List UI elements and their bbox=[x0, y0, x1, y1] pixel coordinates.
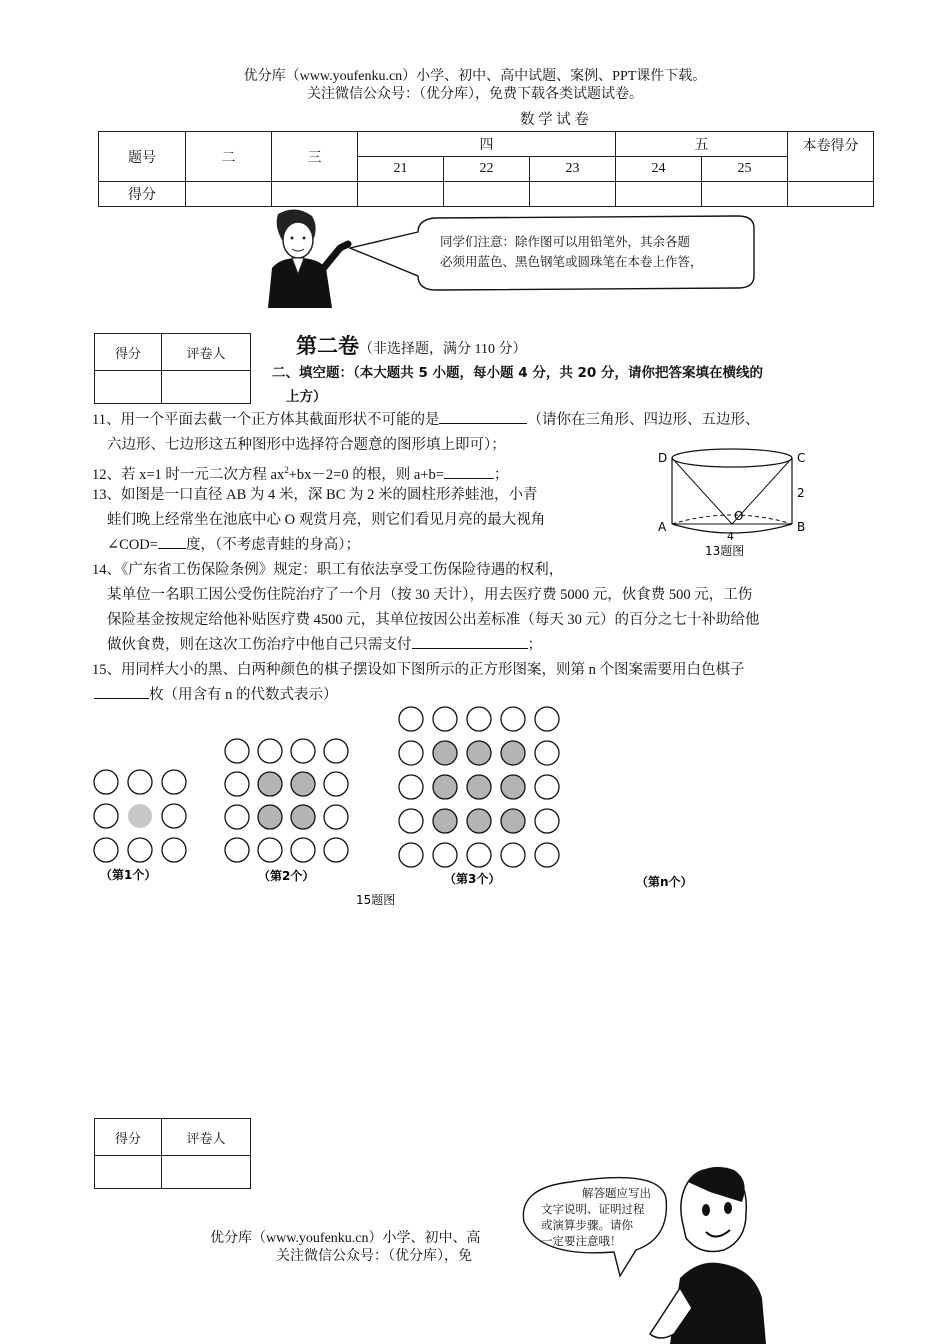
white-piece bbox=[128, 770, 152, 794]
white-piece bbox=[94, 804, 118, 828]
q13-answer-blank[interactable] bbox=[158, 548, 186, 549]
white-piece bbox=[399, 741, 423, 765]
white-piece bbox=[399, 775, 423, 799]
white-piece bbox=[225, 838, 249, 862]
q11-text-b: （请你在三角形、四边形、五边形、 bbox=[527, 412, 760, 428]
q14-text-d1: 做伙食费，则在这次工伤治疗中他自己只需支付 bbox=[107, 637, 412, 653]
white-piece bbox=[535, 741, 559, 765]
col-header-3: 三 bbox=[272, 132, 358, 182]
q13-line-3 bbox=[92, 533, 360, 558]
white-piece bbox=[399, 707, 423, 731]
q12-answer-blank[interactable] bbox=[444, 478, 494, 479]
white-piece bbox=[433, 707, 457, 731]
grader-name-cell[interactable] bbox=[162, 1156, 251, 1189]
pattern-3-label: （第3个） bbox=[444, 872, 501, 886]
white-piece bbox=[291, 838, 315, 862]
white-piece bbox=[467, 707, 491, 731]
white-piece bbox=[324, 838, 348, 862]
q14-answer-blank[interactable] bbox=[412, 648, 528, 649]
black-piece bbox=[291, 805, 315, 829]
q13-text-c2: 度，（不考虑青蛙的身高）； bbox=[185, 537, 360, 553]
white-piece bbox=[94, 838, 118, 862]
white-piece bbox=[128, 838, 152, 862]
pattern-2-label: （第2个） bbox=[258, 869, 315, 883]
white-piece bbox=[225, 739, 249, 763]
black-piece bbox=[258, 805, 282, 829]
col-header-5: 五 bbox=[616, 132, 788, 157]
question-14: 14、《广东省工伤保险条例》规定：职工有依法享受工伤保险待遇的权利， bbox=[92, 562, 564, 578]
score-cell[interactable] bbox=[788, 182, 874, 207]
pattern-1-label: （第1个） bbox=[100, 868, 157, 882]
notice-line-1: 同学们注意：除作图可以用铅笔外，其余各题 bbox=[440, 234, 691, 249]
score-row-label: 得分 bbox=[99, 182, 186, 207]
col-header-4: 四 bbox=[358, 132, 616, 157]
cylinder-top-ellipse bbox=[672, 449, 792, 467]
part2-subtitle: （非选择题，满分 110 分） bbox=[359, 342, 527, 357]
q11-text-a: 11、用一个平面去截一个正方体其截面形状不可能的是 bbox=[92, 412, 440, 428]
white-piece bbox=[399, 809, 423, 833]
white-piece bbox=[324, 739, 348, 763]
q11-answer-blank[interactable] bbox=[439, 423, 527, 424]
q14-line-2: 某单位一名职工因公受伤住院治疗了一个月（按 30 天计），用去医疗费 5000 元，伙食费 500 元，工伤 bbox=[107, 587, 753, 603]
grader-box bbox=[94, 333, 251, 404]
score-cell[interactable] bbox=[702, 182, 788, 207]
pattern-1 bbox=[94, 770, 186, 862]
white-piece bbox=[535, 775, 559, 799]
header-line-1: 优分库（www.youfenku.cn）小学、初中、高中试题、案例、PPT课件下载。 bbox=[243, 69, 707, 84]
white-piece bbox=[162, 804, 186, 828]
answer-note-line-2: 文字说明、证明过程 bbox=[541, 1202, 645, 1216]
q12-text-a: 12、若 x=1 时一元二次方程 ax bbox=[92, 466, 285, 483]
total-score-header: 本卷得分 bbox=[788, 132, 874, 182]
q12-text-b: +bx－2=0 的根，则 a+b= bbox=[288, 466, 444, 483]
pattern-2 bbox=[225, 739, 348, 862]
white-piece bbox=[162, 770, 186, 794]
figure-13-cylinder bbox=[655, 444, 815, 556]
black-piece bbox=[467, 775, 491, 799]
q11-continuation: 六边形、七边形这五种图形中选择符合题意的图形填上即可）； bbox=[107, 437, 506, 453]
q12-exponent: 2 bbox=[284, 465, 289, 475]
footer-line-2: 关注微信公众号：（优分库），免 bbox=[276, 1249, 472, 1264]
q15-answer-blank[interactable] bbox=[94, 698, 149, 699]
cylinder-bottom-back bbox=[672, 515, 792, 524]
q14-line-3: 保险基金按规定给他补贴医疗费 4500 元，其单位按因公出差标准（每天 30 元）的百分之七十补助给他 bbox=[107, 612, 760, 628]
grader-name-cell[interactable] bbox=[162, 371, 251, 404]
label-height: 2 bbox=[797, 486, 805, 500]
question-13: 13、如图是一口直径 AB 为 4 米，深 BC 为 2 米的圆柱形养蛙池，小青 bbox=[92, 487, 538, 503]
grader-box-2 bbox=[94, 1118, 251, 1189]
col-header-2: 二 bbox=[186, 132, 272, 182]
black-piece bbox=[433, 775, 457, 799]
black-piece bbox=[433, 741, 457, 765]
score-cell[interactable] bbox=[272, 182, 358, 207]
score-cell[interactable] bbox=[530, 182, 616, 207]
part2-title: 第二卷 bbox=[296, 334, 359, 358]
score-cell[interactable] bbox=[186, 182, 272, 207]
pattern-3 bbox=[399, 707, 559, 867]
white-piece bbox=[535, 809, 559, 833]
section-title-1: 二、填空题：（本大题共 5 小题，每小题 4 分，共 20 分，请你把答案填在横线的 bbox=[272, 365, 764, 381]
black-piece bbox=[433, 809, 457, 833]
black-piece bbox=[258, 772, 282, 796]
black-piece bbox=[467, 741, 491, 765]
white-piece bbox=[94, 770, 118, 794]
white-piece bbox=[535, 843, 559, 867]
white-piece bbox=[225, 772, 249, 796]
notice-line-2: 必须用蓝色、黑色钢笔或圆珠笔在本卷上作答， bbox=[440, 254, 703, 269]
white-piece bbox=[258, 838, 282, 862]
black-piece bbox=[128, 804, 152, 828]
label-O: O bbox=[734, 509, 744, 523]
answer-note-line-1: 解答题应写出 bbox=[582, 1186, 651, 1200]
q14-text-d2: ； bbox=[527, 637, 542, 653]
grader-score-label: 得分 bbox=[95, 1119, 162, 1156]
footer-line-1: 优分库（www.youfenku.cn）小学、初中、高 bbox=[210, 1231, 481, 1246]
figure-15-caption: 15题图 bbox=[356, 893, 396, 907]
grader-name-label: 评卷人 bbox=[162, 1119, 251, 1156]
black-piece bbox=[501, 809, 525, 833]
white-piece bbox=[324, 805, 348, 829]
sub-col-23: 23 bbox=[530, 157, 616, 182]
line-od bbox=[672, 458, 732, 524]
grader-name-label: 评卷人 bbox=[162, 334, 251, 371]
sub-col-25: 25 bbox=[702, 157, 788, 182]
label-diameter: 4 bbox=[727, 530, 734, 543]
grader-score-cell[interactable] bbox=[95, 371, 162, 404]
white-piece bbox=[324, 772, 348, 796]
white-piece bbox=[225, 805, 249, 829]
white-piece bbox=[433, 843, 457, 867]
white-piece bbox=[467, 843, 491, 867]
black-piece bbox=[501, 741, 525, 765]
answer-note-line-3: 或演算步骤。请你 bbox=[541, 1218, 633, 1232]
white-piece bbox=[501, 843, 525, 867]
figure-13-caption: 13题图 bbox=[705, 544, 745, 556]
black-piece bbox=[467, 809, 491, 833]
part2-heading bbox=[296, 333, 526, 363]
q14-line-4 bbox=[92, 633, 542, 658]
question-11 bbox=[92, 408, 759, 433]
sub-col-21: 21 bbox=[358, 157, 444, 182]
white-piece bbox=[291, 739, 315, 763]
teacher-figure-icon bbox=[268, 209, 348, 308]
question-no-label: 题号 bbox=[99, 132, 186, 182]
exam-title: 数 学 试 卷 bbox=[520, 112, 589, 128]
white-piece bbox=[258, 739, 282, 763]
q13-angle-label: ∠COD= bbox=[107, 537, 158, 553]
pattern-n-label: （第n个） bbox=[636, 875, 693, 889]
label-C: C bbox=[797, 451, 806, 465]
grader-score-cell[interactable] bbox=[95, 1156, 162, 1189]
white-piece bbox=[535, 707, 559, 731]
score-cell[interactable] bbox=[616, 182, 702, 207]
score-table bbox=[98, 131, 874, 207]
black-piece bbox=[291, 772, 315, 796]
sub-col-24: 24 bbox=[616, 157, 702, 182]
question-15: 15、用同样大小的黑、白两种颜色的棋子摆设如下图所示的正方形图案，则第 n 个图案需要用白色棋子 bbox=[92, 662, 745, 678]
white-piece bbox=[162, 838, 186, 862]
q13-line-2: 蛙们晚上经常坐在池底中心 O 观赏月亮，则它们看见月亮的最大视角 bbox=[107, 512, 546, 528]
answer-note-line-4: 一定要注意哦！ bbox=[541, 1234, 622, 1248]
label-B: B bbox=[797, 520, 806, 534]
black-piece bbox=[501, 775, 525, 799]
score-cell[interactable] bbox=[358, 182, 444, 207]
figure-15-patterns bbox=[80, 700, 720, 915]
sub-col-22: 22 bbox=[444, 157, 530, 182]
q12-text-c: ； bbox=[493, 466, 509, 483]
score-cell[interactable] bbox=[444, 182, 530, 207]
grader-score-label: 得分 bbox=[95, 334, 162, 371]
white-piece bbox=[399, 843, 423, 867]
q15-text-b: 枚（用含有 n 的代数式表示） bbox=[149, 687, 338, 703]
white-piece bbox=[501, 707, 525, 731]
label-A: A bbox=[658, 520, 667, 534]
label-D: D bbox=[658, 451, 668, 465]
section-title-2: 上方） bbox=[286, 389, 327, 405]
header-line-2: 关注微信公众号：（优分库），免费下载各类试题试卷。 bbox=[307, 87, 643, 102]
